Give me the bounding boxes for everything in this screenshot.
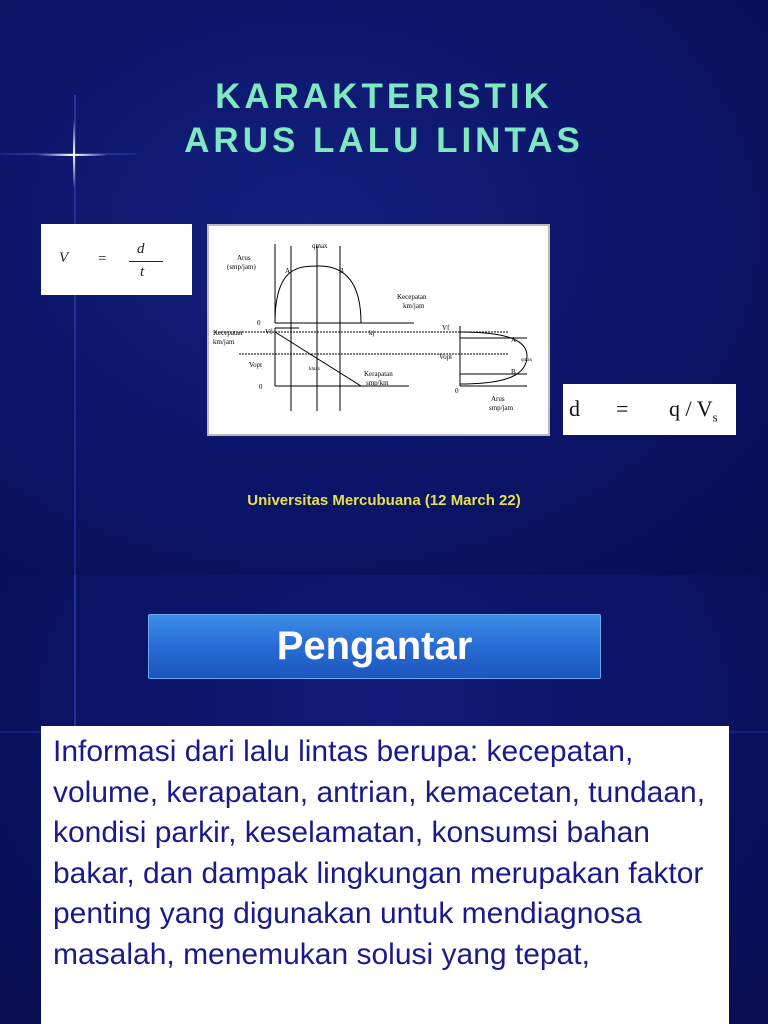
diagram-label: Kerapatan [364, 370, 393, 378]
formula-v-numerator: d [137, 241, 145, 257]
formula-d-lhs: d [569, 396, 580, 421]
diagram-label: Arus [237, 254, 251, 262]
diagram-label: (smp/jam) [227, 263, 256, 271]
slide-footer: Universitas Mercubuana (12 March 22) [247, 492, 521, 509]
formula-d-subscript: s [712, 409, 718, 425]
diagram-label: B [339, 267, 344, 275]
slide-title [0, 75, 768, 163]
diagram-label: qmax [521, 358, 533, 363]
fraction-bar [129, 261, 163, 262]
diagram-label: km/jam [403, 302, 425, 310]
diagram-label: Arus [491, 395, 505, 403]
section-heading: Pengantar [148, 614, 601, 679]
formula-d-rhs [669, 396, 718, 425]
diagram-label: Kecepatan [213, 329, 243, 337]
body-text-box [41, 726, 729, 1024]
diagram-label: Vf [265, 328, 273, 336]
title-line-2: ARUS LALU LINTAS [184, 121, 584, 160]
formula-v-eq: = [98, 251, 107, 267]
diagram-label: A [511, 336, 517, 344]
diagram-label: 0 [455, 387, 459, 395]
diagram-label: 0 [259, 383, 263, 391]
title-line-1: KARAKTERISTIK [215, 77, 553, 116]
diagram-label: A [285, 267, 291, 275]
formula-density [563, 384, 736, 435]
formula-velocity [41, 224, 192, 295]
diagram-label: Vf [442, 324, 450, 332]
formula-d-eq: = [616, 396, 629, 421]
diagram-label: kj [369, 329, 375, 337]
formula-v-lhs: V [59, 250, 69, 266]
diagram-label: Kecepatan [397, 293, 427, 301]
diagram-label: B [511, 368, 516, 376]
formula-v-denominator: t [140, 264, 145, 280]
body-text: Informasi dari lalu lintas berupa: kecepatan, volume, kerapatan, antrian, kemacetan, tundaan, kondisi parkir, keselamatan, konsumsi bahan bakar, dan dampak lingkungan merupakan faktor penting yang digunakan untuk mendiagnosa masalah, menemukan solusi yang tepat, [53, 735, 706, 971]
diagram-label: Vopt [439, 353, 453, 361]
traffic-flow-diagram [207, 224, 550, 436]
diagram-label: qmax [312, 242, 328, 250]
diagram-label: Vopt [249, 361, 263, 369]
diagram-label: smp/km [366, 379, 389, 387]
diagram-label: kmax [309, 367, 321, 372]
formula-d-rhs-main: q / V [669, 396, 713, 421]
diagram-label: 0 [257, 319, 261, 327]
diagram-label: km/jam [213, 338, 235, 346]
diagram-label: smp/jam [489, 404, 514, 412]
